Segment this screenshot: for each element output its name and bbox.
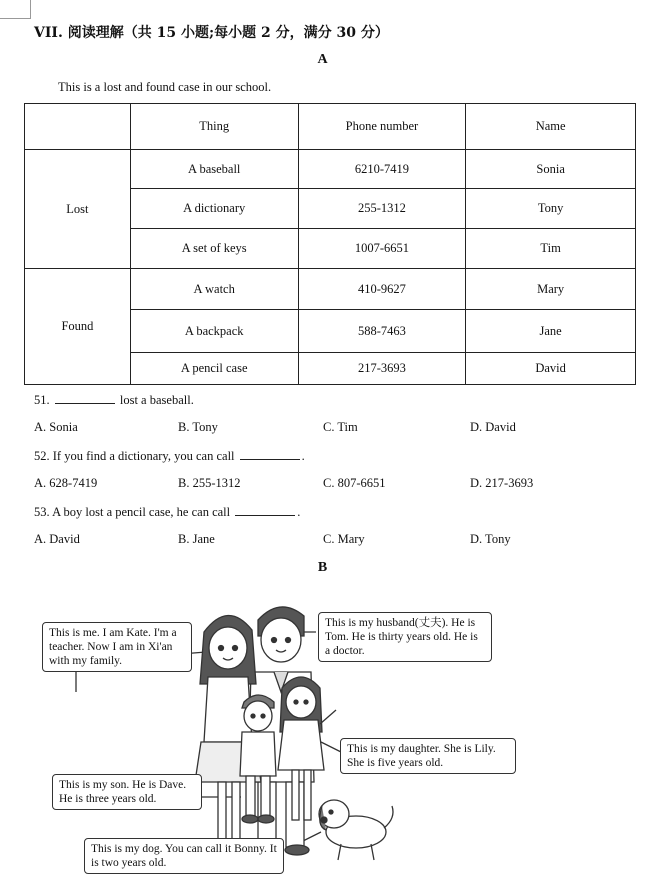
question-number: 51. [34,393,50,407]
table-row [25,269,636,310]
answer-blank [240,448,300,460]
question-text: If you find a dictionary, you can call [52,449,235,463]
table-header-cell: Phone number [298,104,466,150]
phone-cell: 410-9627 [298,269,466,310]
answer-blank [235,504,295,516]
question-end: . [301,449,305,463]
question-number: 53. [34,505,50,519]
group-label-lost: Lost [25,150,131,269]
question-53 [34,504,300,520]
name-cell: Jane [466,310,636,353]
option-a[interactable]: A. Sonia [34,420,78,434]
table-header-cell: Name [466,104,636,150]
kate-speech-bubble: This is me. I am Kate. I'm a teacher. Now I am in Xi'an with my family. [42,622,192,672]
phone-cell: 588-7463 [298,310,466,353]
question-text: A boy lost a pencil case, he can call [52,505,231,519]
section-title: VII. 阅读理解（共 15 小题;每小题 2 分，满分 30 分） [34,25,389,41]
bonny-dog-figure [319,800,393,860]
name-cell: Tony [466,189,636,229]
table-row [25,150,636,189]
phone-cell: 6210-7419 [298,150,466,189]
name-cell: Sonia [466,150,636,189]
thing-cell: A watch [130,269,298,310]
option-a[interactable]: A. 628-7419 [34,476,98,490]
dave-speech-bubble: This is my son. He is Dave. He is three years old. [52,774,202,810]
option-c[interactable]: C. Tim [323,420,358,434]
part-a-label: A [317,52,328,67]
question-number: 52. [34,449,50,463]
option-d[interactable]: D. Tony [470,532,511,546]
tom-speech-bubble: This is my husband(丈夫). He is Tom. He is thirty years old. He is a doctor. [318,612,492,662]
option-c[interactable]: C. 807-6651 [323,476,386,490]
name-cell: Tim [466,229,636,269]
thing-cell: A pencil case [130,353,298,385]
option-b[interactable]: B. 255-1312 [178,476,241,490]
phone-cell: 1007-6651 [298,229,466,269]
part-b-label: B [317,560,328,575]
phone-cell: 217-3693 [298,353,466,385]
question-52 [34,448,305,464]
option-d[interactable]: D. David [470,420,516,434]
option-a[interactable]: A. David [34,532,80,546]
option-b[interactable]: B. Jane [178,532,215,546]
question-text: lost a baseball. [119,393,194,407]
page-corner-mark [0,0,31,19]
question-end: . [297,505,301,519]
question-51 [34,392,194,408]
table-header-cell: Thing [130,104,298,150]
name-cell: Mary [466,269,636,310]
option-d[interactable]: D. 217-3693 [470,476,534,490]
thing-cell: A baseball [130,150,298,189]
thing-cell: A backpack [130,310,298,353]
table-header-cell [25,104,131,150]
group-label-found: Found [25,269,131,385]
lily-speech-bubble: This is my daughter. She is Lily. She is five years old. [340,738,516,774]
thing-cell: A set of keys [130,229,298,269]
option-c[interactable]: C. Mary [323,532,365,546]
lost-found-table [24,103,636,385]
name-cell: David [466,353,636,385]
option-b[interactable]: B. Tony [178,420,218,434]
bonny-speech-bubble: This is my dog. You can call it Bonny. It is two years old. [84,838,284,874]
answer-blank [55,392,115,404]
phone-cell: 255-1312 [298,189,466,229]
table-header-row [25,104,636,150]
thing-cell: A dictionary [130,189,298,229]
passage-intro: This is a lost and found case in our school. [58,80,272,94]
